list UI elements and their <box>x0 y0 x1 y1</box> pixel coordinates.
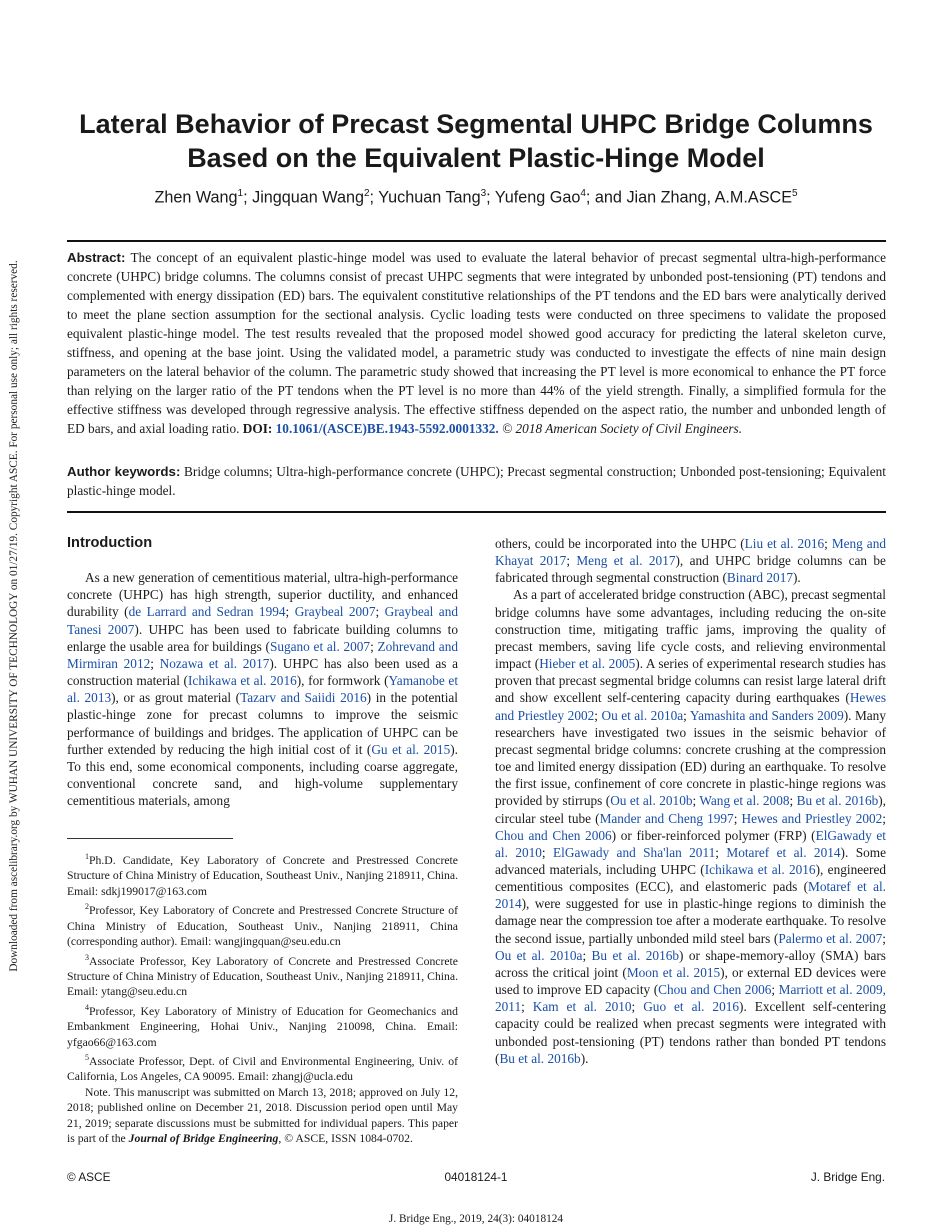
body-text: ; <box>882 810 886 826</box>
body-text: ) in the potential plastic-hinge zone for precast columns to improve the seismic performance of buildings and bridges. The application of UHPC can be further extended by reducing the high initial cost of it ( <box>67 690 459 757</box>
citation-link[interactable]: Gu et al. 2015 <box>371 741 451 757</box>
footnote <box>67 950 458 1000</box>
citation-link[interactable]: Guo et al. 2016 <box>643 999 740 1015</box>
author-affiliation-mark: 2 <box>363 188 370 199</box>
footnote <box>67 899 458 949</box>
abstract-copyright: © 2018 American Society of Civil Engineers. <box>502 420 743 436</box>
footnote-mark: 4 <box>85 1002 89 1012</box>
citation-link[interactable]: Meng et al. 2017 <box>576 553 676 569</box>
citation-link[interactable]: Bu et al. 2016b <box>499 1050 581 1066</box>
intro-paragraph-2 <box>495 586 886 1066</box>
intro-paragraph-1 <box>67 569 458 809</box>
citation-link[interactable]: Hieber et al. 2005 <box>539 656 636 672</box>
body-text: ; <box>771 982 779 998</box>
citation-link[interactable]: Ichikawa et al. 2016 <box>188 673 297 689</box>
footnote-rule <box>67 838 233 839</box>
submission-note <box>67 1085 458 1147</box>
footnote-text: Professor, Key Laboratory of Concrete and Prestressed Concrete Structure of China Ministry of Education, Southeast Univ., Nanjing 218911, China (corresponding author). Email: wangjingquan@seu.edu.cn <box>67 904 458 949</box>
citation-link[interactable]: Nozawa et al. 2017 <box>159 655 270 671</box>
paper-title <box>60 107 892 175</box>
author-affiliation-mark: 1 <box>237 188 244 199</box>
body-text: ), or as grout material ( <box>111 690 241 706</box>
body-text: ). UHPC has also been used as a construction material ( <box>67 655 458 689</box>
citation-link[interactable]: Graybeal and Tanesi 2007 <box>67 604 459 637</box>
body-text: ; <box>631 999 644 1015</box>
author-affiliation-mark: 5 <box>792 188 798 199</box>
body-text: ; <box>683 707 690 723</box>
citation-link[interactable]: Ou et al. 2010b <box>610 793 693 809</box>
body-text: As a new generation of cementitious material, ultra-high-performance concrete (UHPC) has high strength, superior ductility, and enhanced durability ( <box>67 570 458 620</box>
citation-link[interactable]: Motaref et al. 2014 <box>726 844 841 860</box>
abstract-text: The concept of an equivalent plastic-hinge model was used to evaluate the lateral behavior of precast segmental ultra-high-performance concrete (UHPC) bridge columns. The columns consist of precast UHPC segments that were integrated by unbonded post-tensioning (PT) tendons and complemented with energy dissipation (ED) bars. The equivalent constitutive relationships of the PT tendons and the ED bars were analytically derived to meet the plane section assumption for the sectional analysis. Cyclic loading tests were conducted on three specimens to validate the proposed equivalent plastic-hinge model. The test results revealed that the proposed model showed good accuracy for predicting the lateral skeleton curve, stiffness, and opening at the base joint. Using the validated model, a parametric study was conducted to investigate the effects of nine main design parameters on the lateral behavior of the column. The parametric study showed that increasing the PT level is more economical to enhance the PT force than relying on the larger ratio of the PT tendons when the PT level is no more than 44% of the yield strength. Finally, a simplified formula for the effective stiffness was developed through regressive analysis. The effective stiffness depended on the aspect ratio, the number and unbonded length of ED bars, and axial loading ratio. <box>67 250 886 436</box>
body-text: ; <box>715 844 727 860</box>
author-name: Yuchuan Tang <box>378 188 481 207</box>
body-text: ). A series of experimental research studies has proven that precast segmental bridge columns can resist large lateral drift and show excellent self-centering capacity during earthquakes ( <box>495 656 886 706</box>
body-text: ). Many researchers have investigated two issues in the seismic behavior of precast segmental bridge columns: concrete crushing at the compression toe and limited energy dissipation (ED) during an earthquake. To resolve the first issue, confinement of core concrete in plastic-hinge regions was provided by stirrups ( <box>495 707 886 809</box>
body-text: ; <box>370 638 378 654</box>
body-text: ), and UHPC bridge columns can be fabricated through segmental construction ( <box>495 553 886 586</box>
author-name: Jingquan Wang <box>252 188 364 207</box>
citation-link[interactable]: ElGawady et al. 2010 <box>495 827 886 860</box>
citation-link[interactable]: de Larrard and Sedran 1994 <box>128 604 286 620</box>
author-list: Zhen Wang$^1$; Jingquan Wang$^2$; Yuchuan Tang$^3$; Yufeng Gao$^4$; and Jian Zhang, A.M.ASCE$^5$ <box>154 188 798 207</box>
footnote-text: Ph.D. Candidate, Key Laboratory of Concrete and Prestressed Concrete Structure of China Ministry of Education, Southeast Univ., Nanjing 218911, China. Email: sdkj199017@163.com <box>67 853 458 898</box>
body-text: ). Excellent self-centering capacity could be realized when precast segments were integrated with unbonded post-tensioning (PT) tendons rather than bonded PT tendons ( <box>495 999 886 1066</box>
note-text: Note. This manuscript was submitted on March 13, 2018; approved on July 12, 2018; published online on December 21, 2018. Discussion period open until May 21, 2019; separate discussions must be submitted for individual papers. This paper is part of the <box>67 1085 458 1146</box>
citation-line: J. Bridge Eng., 2019, 24(3): 04018124 <box>388 1213 564 1225</box>
citation-link[interactable]: Hewes and Priestley 2002 <box>495 690 886 723</box>
footer-journal: J. Bridge Eng. <box>810 1170 885 1184</box>
body-text: ; <box>733 810 742 826</box>
abstract-top-rule <box>67 240 886 242</box>
abstract-block <box>67 249 886 439</box>
body-text: ; <box>824 536 832 551</box>
author-name: Yufeng Gao <box>494 188 581 207</box>
footnote-text: Associate Professor, Key Laboratory of Concrete and Prestressed Concrete Structure of China Ministry of Education, Southeast Univ., Nanjing 218911, China. Email: ytang@seu.edu.cn <box>67 954 458 999</box>
footer-page-id: 04018124-1 <box>444 1170 508 1184</box>
citation-link[interactable]: Sugano et al. 2007 <box>269 638 371 654</box>
citation-link[interactable]: Yamashita and Sanders 2009 <box>689 707 844 723</box>
citation-link[interactable]: Chou and Chen 2006 <box>495 827 612 843</box>
right-column <box>495 535 886 1067</box>
citation-link[interactable]: Kam et al. 2010 <box>532 999 632 1015</box>
body-text: ), circular steel tube ( <box>495 793 887 826</box>
body-text: ; <box>882 930 886 946</box>
citation-link[interactable]: Bu et al. 2016b <box>591 947 680 963</box>
citation-link[interactable]: Marriott et al. 2009, 2011 <box>495 982 886 1015</box>
footnote-mark: 3 <box>85 952 89 962</box>
body-text: ; <box>375 604 385 620</box>
intro-paragraph-1-cont <box>495 535 886 586</box>
footnote-text: Professor, Key Laboratory of Ministry of Education for Geomechanics and Embankment Engineering, Hohai Univ., Nanjing 210098, China. Email: yfgao66@163.com <box>67 1004 458 1049</box>
keywords-block <box>67 463 886 501</box>
footnote-mark: 5 <box>85 1053 89 1062</box>
citation-link[interactable]: Hewes and Priestley 2002 <box>741 810 883 826</box>
citation-link[interactable]: Ou et al. 2010a <box>495 947 583 963</box>
citation-link[interactable]: Yamanobe et al. 2013 <box>67 673 459 706</box>
body-text: ; <box>150 655 160 671</box>
author-affiliation-mark: 3 <box>480 188 487 199</box>
footnote <box>67 1000 458 1050</box>
citation-link[interactable]: Wang et al. 2008 <box>699 793 790 809</box>
citation-link[interactable]: Ou et al. 2010a <box>601 707 684 723</box>
body-text: ), or external ED devices were used to improve ED capacity ( <box>495 964 886 998</box>
abstract-bottom-rule <box>67 511 886 513</box>
body-text: ). <box>580 1050 589 1066</box>
author-name: Jian Zhang, A.M.ASCE <box>626 188 792 207</box>
body-text: ; <box>594 707 602 723</box>
body-text: others, could be incorporated into the UHPC ( <box>495 536 745 551</box>
section-heading-introduction: Introduction <box>67 535 153 551</box>
body-text: ). To this end, some economical components, including coarse aggregate, conventional concrete sand, and high-volume supplementary cementitious materials, among <box>67 741 458 809</box>
footnote-mark: 2 <box>85 902 89 912</box>
doi-link[interactable]: 10.1061/(ASCE)BE.1943-5592.0001332. <box>275 420 499 436</box>
body-text: ) or fiber-reinforced polymer (FRP) ( <box>611 827 816 843</box>
keywords-text: Bridge columns; Ultra-high-performance concrete (UHPC); Precast segmental construction; Unbonded post-tensioning; Equivalent plastic-hinge model. <box>67 464 886 498</box>
citation-link[interactable]: Binard 2017 <box>726 570 793 586</box>
note-tail: , © ASCE, ISSN 1084-0702. <box>278 1132 413 1146</box>
body-text: ), were suggested for use in plastic-hinge regions to diminish the damage near the compression toe after a moderate earthquake. To resolve the second issue, partially unbonded mild steel bars ( <box>495 896 886 946</box>
footnote-mark: 1 <box>85 852 89 861</box>
citation-link[interactable]: Ichikawa et al. 2016 <box>704 861 816 877</box>
title-line-2: Based on the Equivalent Plastic-Hinge Model <box>187 143 765 173</box>
body-text: ; <box>521 999 533 1015</box>
body-text: ), for formwork ( <box>296 673 389 689</box>
citation-link[interactable]: Graybeal 2007 <box>294 604 376 620</box>
author-affiliation-mark: 4 <box>580 188 586 199</box>
body-text: ; <box>285 604 295 620</box>
body-text: ; <box>541 844 554 860</box>
body-text: ), engineered cementitious composites (ECC), and elastomeric pads ( <box>495 861 887 895</box>
citation-link[interactable]: Bu et al. 2016b <box>796 793 879 809</box>
citation-link[interactable]: Palermo et al. 2007 <box>778 930 883 946</box>
body-text: ). UHPC has been used to fabricate building columns to enlarge the usable area for buildings ( <box>67 621 458 654</box>
title-line-1: Lateral Behavior of Precast Segmental UHPC Bridge Columns <box>79 109 873 139</box>
body-text: ) or shape-memory-alloy (SMA) bars across the critical joint ( <box>495 947 886 980</box>
citation-link[interactable]: Tazarv and Saiidi 2016 <box>240 690 367 706</box>
footnote <box>67 1050 458 1085</box>
citation-link[interactable]: Motaref et al. 2014 <box>495 879 886 912</box>
body-text: ; <box>692 793 700 809</box>
citation-link[interactable]: Zohrevand and Mirmiran 2012 <box>67 638 458 671</box>
body-text: ). Some advanced materials, including UHPC ( <box>495 844 886 877</box>
citation-link[interactable]: Mander and Cheng 1997 <box>599 810 734 826</box>
body-text: As a part of accelerated bridge construction (ABC), precast segmental bridge columns have some advantages, including reducing the on-site construction time, mitigating traffic jams, improving the quality of precast members, saving life cycle costs, and relieving environmental impact ( <box>495 587 886 672</box>
citation-link[interactable]: Chou and Chen 2006 <box>658 982 772 998</box>
citation-link[interactable]: ElGawady and Sha'lan 2011 <box>553 844 716 860</box>
citation-link[interactable]: Meng and Khayat 2017 <box>495 536 886 569</box>
download-notice: Downloaded from ascelibrary.org by WUHAN UNIVERSITY OF TECHNOLOGY on 01/27/19. Copyright ASCE. For personal use only; all rights reserved. <box>8 260 20 972</box>
journal-name: Journal of Bridge Engineering <box>128 1132 279 1146</box>
citation-link[interactable]: Liu et al. 2016 <box>744 536 825 551</box>
author-name: Zhen Wang <box>154 188 238 207</box>
footnotes <box>67 849 458 1147</box>
doi-label: DOI: <box>242 420 273 436</box>
left-column <box>67 535 458 809</box>
footnote-text: Associate Professor, Dept. of Civil and Environmental Engineering, Univ. of California, Los Angeles, CA 90095. Email: zhangj@ucla.edu <box>67 1054 458 1084</box>
body-text: ; <box>566 553 577 569</box>
footnote <box>67 849 458 899</box>
footer-left: © ASCE <box>67 1170 111 1184</box>
body-text: ). <box>793 570 801 586</box>
body-text: ; <box>582 947 592 963</box>
body-text: ; <box>789 793 797 809</box>
citation-link[interactable]: Moon et al. 2015 <box>626 964 721 980</box>
keywords-label: Author keywords: <box>67 464 181 479</box>
abstract-label: Abstract: <box>67 250 126 265</box>
